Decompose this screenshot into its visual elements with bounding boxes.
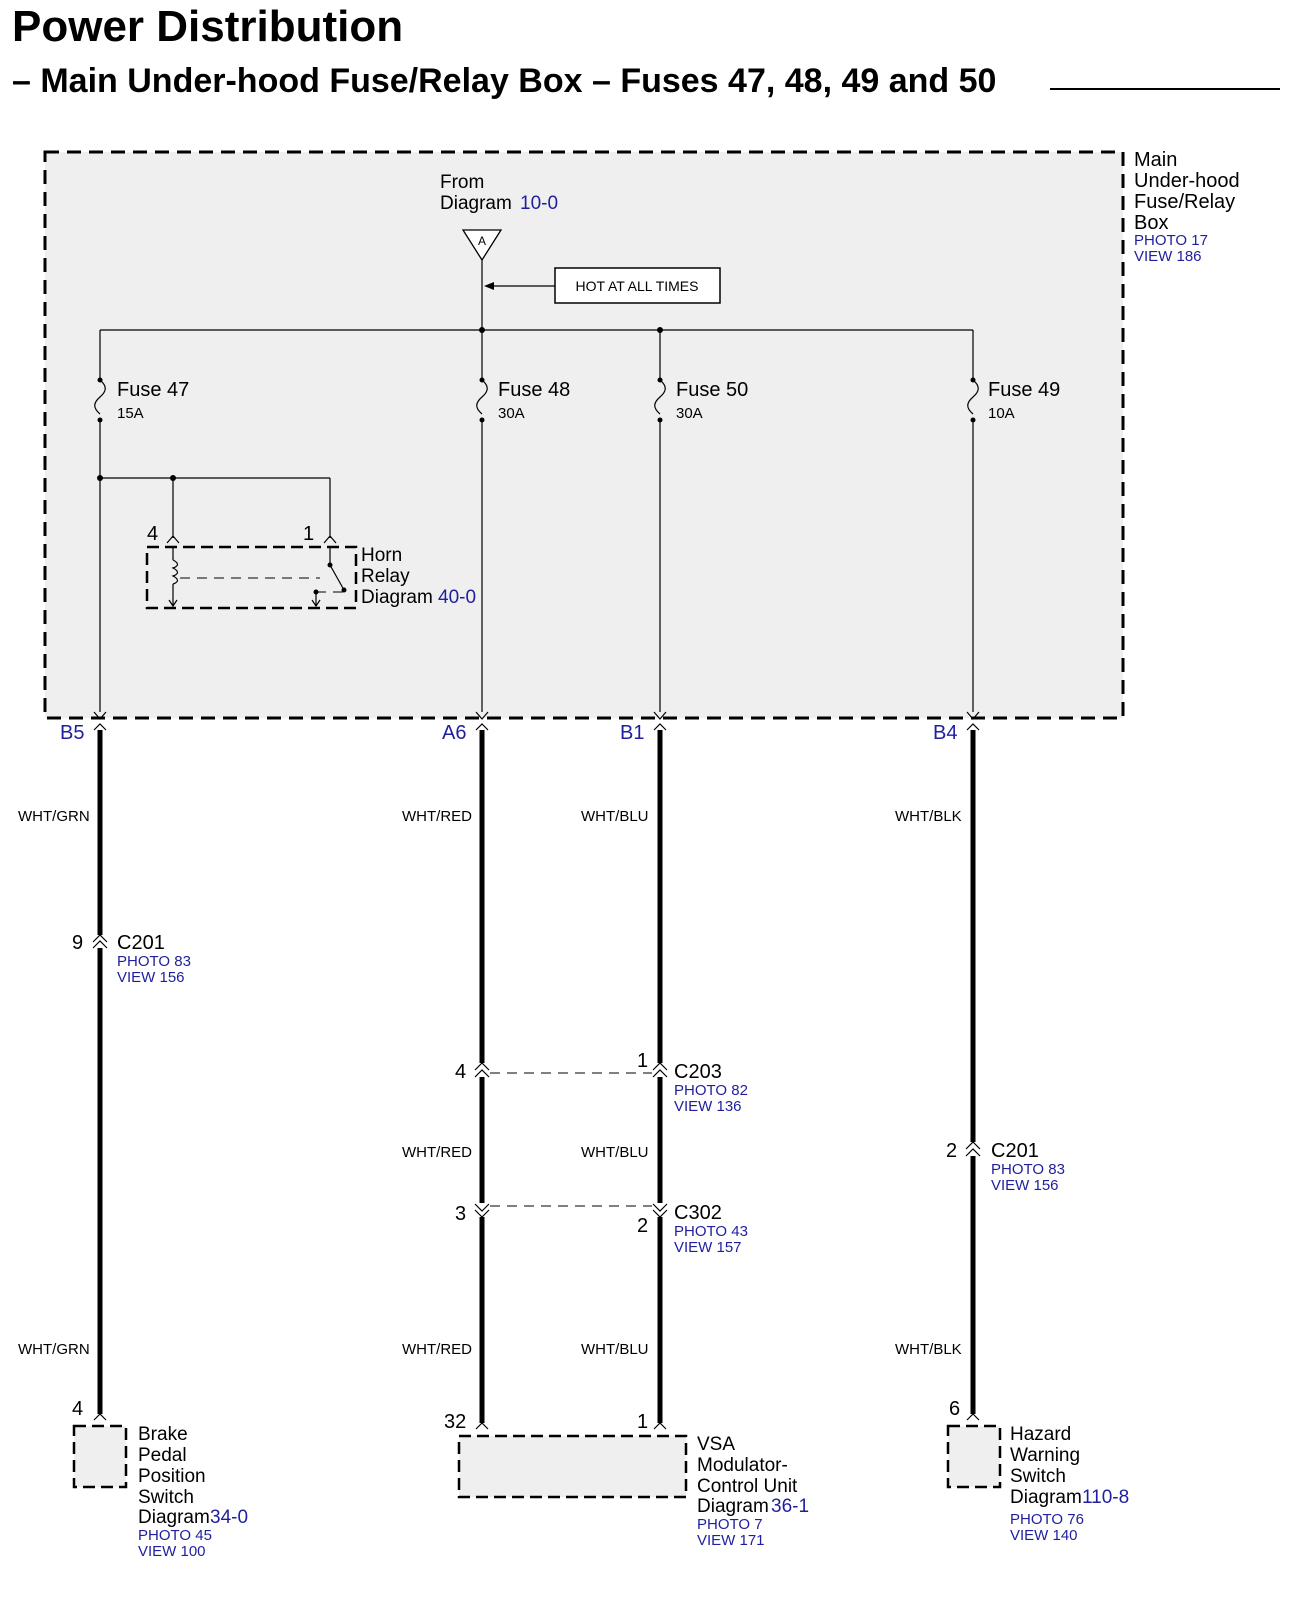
hot-label: HOT AT ALL TIMES	[575, 278, 699, 294]
connector-chevron-icon	[94, 724, 106, 730]
connector-pin: 3	[455, 1203, 467, 1225]
connector-chevron-icon	[653, 1204, 667, 1211]
connector-pin: 2	[637, 1215, 649, 1237]
component-diagram-label: Diagram	[697, 1496, 769, 1517]
connector-photo-link[interactable]: PHOTO 82	[674, 1082, 748, 1099]
component-pin: 6	[949, 1398, 961, 1420]
component-photo-link[interactable]: PHOTO 7	[697, 1516, 763, 1533]
component-name-line: Switch	[138, 1487, 194, 1508]
component-hazard-switch	[948, 1398, 1129, 1544]
connector-view-link[interactable]: VIEW 157	[674, 1239, 742, 1256]
box-view-link[interactable]: VIEW 186	[1134, 248, 1202, 265]
wire-color-label: WHT/BLU	[581, 1341, 649, 1358]
fuse-name: Fuse 47	[117, 379, 190, 401]
connector-c302	[455, 1202, 748, 1256]
connector-chevron-icon	[476, 724, 488, 730]
component-diagram-link[interactable]: 34-0	[210, 1507, 249, 1528]
component-name-line: Pedal	[138, 1445, 187, 1466]
connector-chevron-icon	[654, 1423, 666, 1429]
wire-color-label: WHT/GRN	[18, 808, 90, 825]
fuse-name: Fuse 48	[498, 379, 571, 401]
component-name-line: Switch	[1010, 1466, 1066, 1487]
horn-relay-line-2: Relay	[361, 566, 410, 587]
connector-chevron-icon	[475, 1063, 489, 1070]
connector-pin: 4	[455, 1061, 467, 1083]
wire-color-label: WHT/GRN	[18, 1341, 90, 1358]
box-name-line-4: Box	[1134, 212, 1169, 234]
wire-color-label: WHT/RED	[402, 1144, 472, 1161]
component-view-link[interactable]: VIEW 140	[1010, 1527, 1078, 1544]
wire-color-label: WHT/BLK	[895, 1341, 962, 1358]
component-name-line: Brake	[138, 1424, 188, 1445]
wire-color-label: WHT/RED	[402, 808, 472, 825]
component-diagram-link[interactable]: 110-8	[1082, 1487, 1130, 1508]
connector-name: C203	[674, 1061, 722, 1083]
fuse-rating: 10A	[988, 405, 1015, 422]
component-box	[459, 1436, 686, 1497]
connector-c201-left	[72, 932, 191, 986]
fuse-rating: 15A	[117, 405, 144, 422]
component-name-line: Modulator-	[697, 1455, 788, 1476]
splice-dot	[97, 475, 103, 481]
wire-color-label: WHT/BLU	[581, 808, 649, 825]
relay-pin-4: 4	[147, 523, 159, 545]
terminal-b5[interactable]: B5	[60, 722, 85, 744]
connector-chevron-icon	[967, 724, 979, 730]
component-view-link[interactable]: VIEW 171	[697, 1532, 765, 1549]
connector-chevron-icon	[966, 1149, 980, 1156]
wire-color-label: WHT/BLU	[581, 1144, 649, 1161]
fuse-rating: 30A	[498, 405, 525, 422]
wire-color-label: WHT/RED	[402, 1341, 472, 1358]
connector-photo-link[interactable]: PHOTO 43	[674, 1223, 748, 1240]
connector-view-link[interactable]: VIEW 156	[991, 1177, 1059, 1194]
connector-view-link[interactable]: VIEW 156	[117, 969, 185, 986]
component-name-line: VSA	[697, 1434, 736, 1455]
connector-photo-link[interactable]: PHOTO 83	[117, 953, 191, 970]
horn-relay-diagram-link[interactable]: 40-0	[438, 587, 477, 608]
connector-chevron-icon	[93, 941, 107, 948]
component-pin: 32	[444, 1411, 467, 1433]
component-brake-pedal-switch	[72, 1398, 248, 1560]
from-diagram-link[interactable]: 10-0	[520, 193, 559, 214]
box-name-line-2: Under-hood	[1134, 170, 1240, 192]
component-box	[948, 1426, 1000, 1487]
relay-pin-1: 1	[303, 523, 315, 545]
component-name-line: Hazard	[1010, 1424, 1072, 1445]
connector-pin: 2	[946, 1140, 958, 1162]
connector-chevron-icon	[475, 1070, 489, 1077]
connector-chevron-icon	[967, 1414, 979, 1420]
connector-name: C302	[674, 1202, 722, 1224]
connector-pin: 1	[637, 1050, 649, 1072]
connector-pin: 9	[72, 932, 84, 954]
connector-view-link[interactable]: VIEW 136	[674, 1098, 742, 1115]
connector-photo-link[interactable]: PHOTO 83	[991, 1161, 1065, 1178]
component-diagram-label: Diagram	[138, 1507, 210, 1528]
connector-chevron-icon	[94, 1414, 106, 1420]
box-name-line-1: Main	[1134, 149, 1178, 171]
component-pin: 1	[637, 1411, 649, 1433]
terminal-a6[interactable]: A6	[442, 722, 467, 744]
connector-chevron-icon	[653, 1070, 667, 1077]
component-diagram-label: Diagram	[1010, 1487, 1082, 1508]
component-name-line: Control Unit	[697, 1476, 798, 1497]
component-name-line: Position	[138, 1466, 206, 1487]
component-diagram-link[interactable]: 36-1	[771, 1496, 810, 1517]
connector-chevron-icon	[476, 1423, 488, 1429]
source-terminal-label: A	[477, 234, 487, 248]
component-photo-link[interactable]: PHOTO 76	[1010, 1511, 1084, 1528]
fuse-name: Fuse 49	[988, 379, 1061, 401]
component-photo-link[interactable]: PHOTO 45	[138, 1527, 212, 1544]
horn-relay-line-1: Horn	[361, 545, 403, 566]
connector-chevron-icon	[653, 1063, 667, 1070]
component-box	[74, 1426, 126, 1487]
component-vsa-unit	[444, 1411, 809, 1549]
page-title: Power Distribution	[12, 2, 404, 51]
fuse-name: Fuse 50	[676, 379, 749, 401]
terminal-b4[interactable]: B4	[933, 722, 958, 744]
connector-chevron-icon	[654, 724, 666, 730]
fuse-rating: 30A	[676, 405, 703, 422]
terminal-b1[interactable]: B1	[620, 722, 645, 744]
wire-color-label: WHT/BLK	[895, 808, 962, 825]
from-label: From	[440, 172, 485, 193]
connector-name: C201	[117, 932, 165, 954]
connector-chevron-icon	[966, 1142, 980, 1149]
horn-relay-diagram-label: Diagram	[361, 587, 433, 608]
component-pin: 4	[72, 1398, 84, 1420]
connector-chevron-icon	[475, 1204, 489, 1211]
connector-c201-right	[946, 1140, 1065, 1194]
box-name-line-3: Fuse/Relay	[1134, 191, 1236, 213]
component-name-line: Warning	[1010, 1445, 1081, 1466]
connector-name: C201	[991, 1140, 1039, 1162]
connector-c203	[455, 1050, 748, 1115]
page-subtitle: – Main Under-hood Fuse/Relay Box – Fuses 47, 48, 49 and 50	[12, 62, 997, 100]
box-photo-link[interactable]: PHOTO 17	[1134, 232, 1208, 249]
component-view-link[interactable]: VIEW 100	[138, 1543, 206, 1560]
from-diagram-label: Diagram	[440, 193, 512, 214]
fuse-box-outline	[45, 152, 1123, 718]
